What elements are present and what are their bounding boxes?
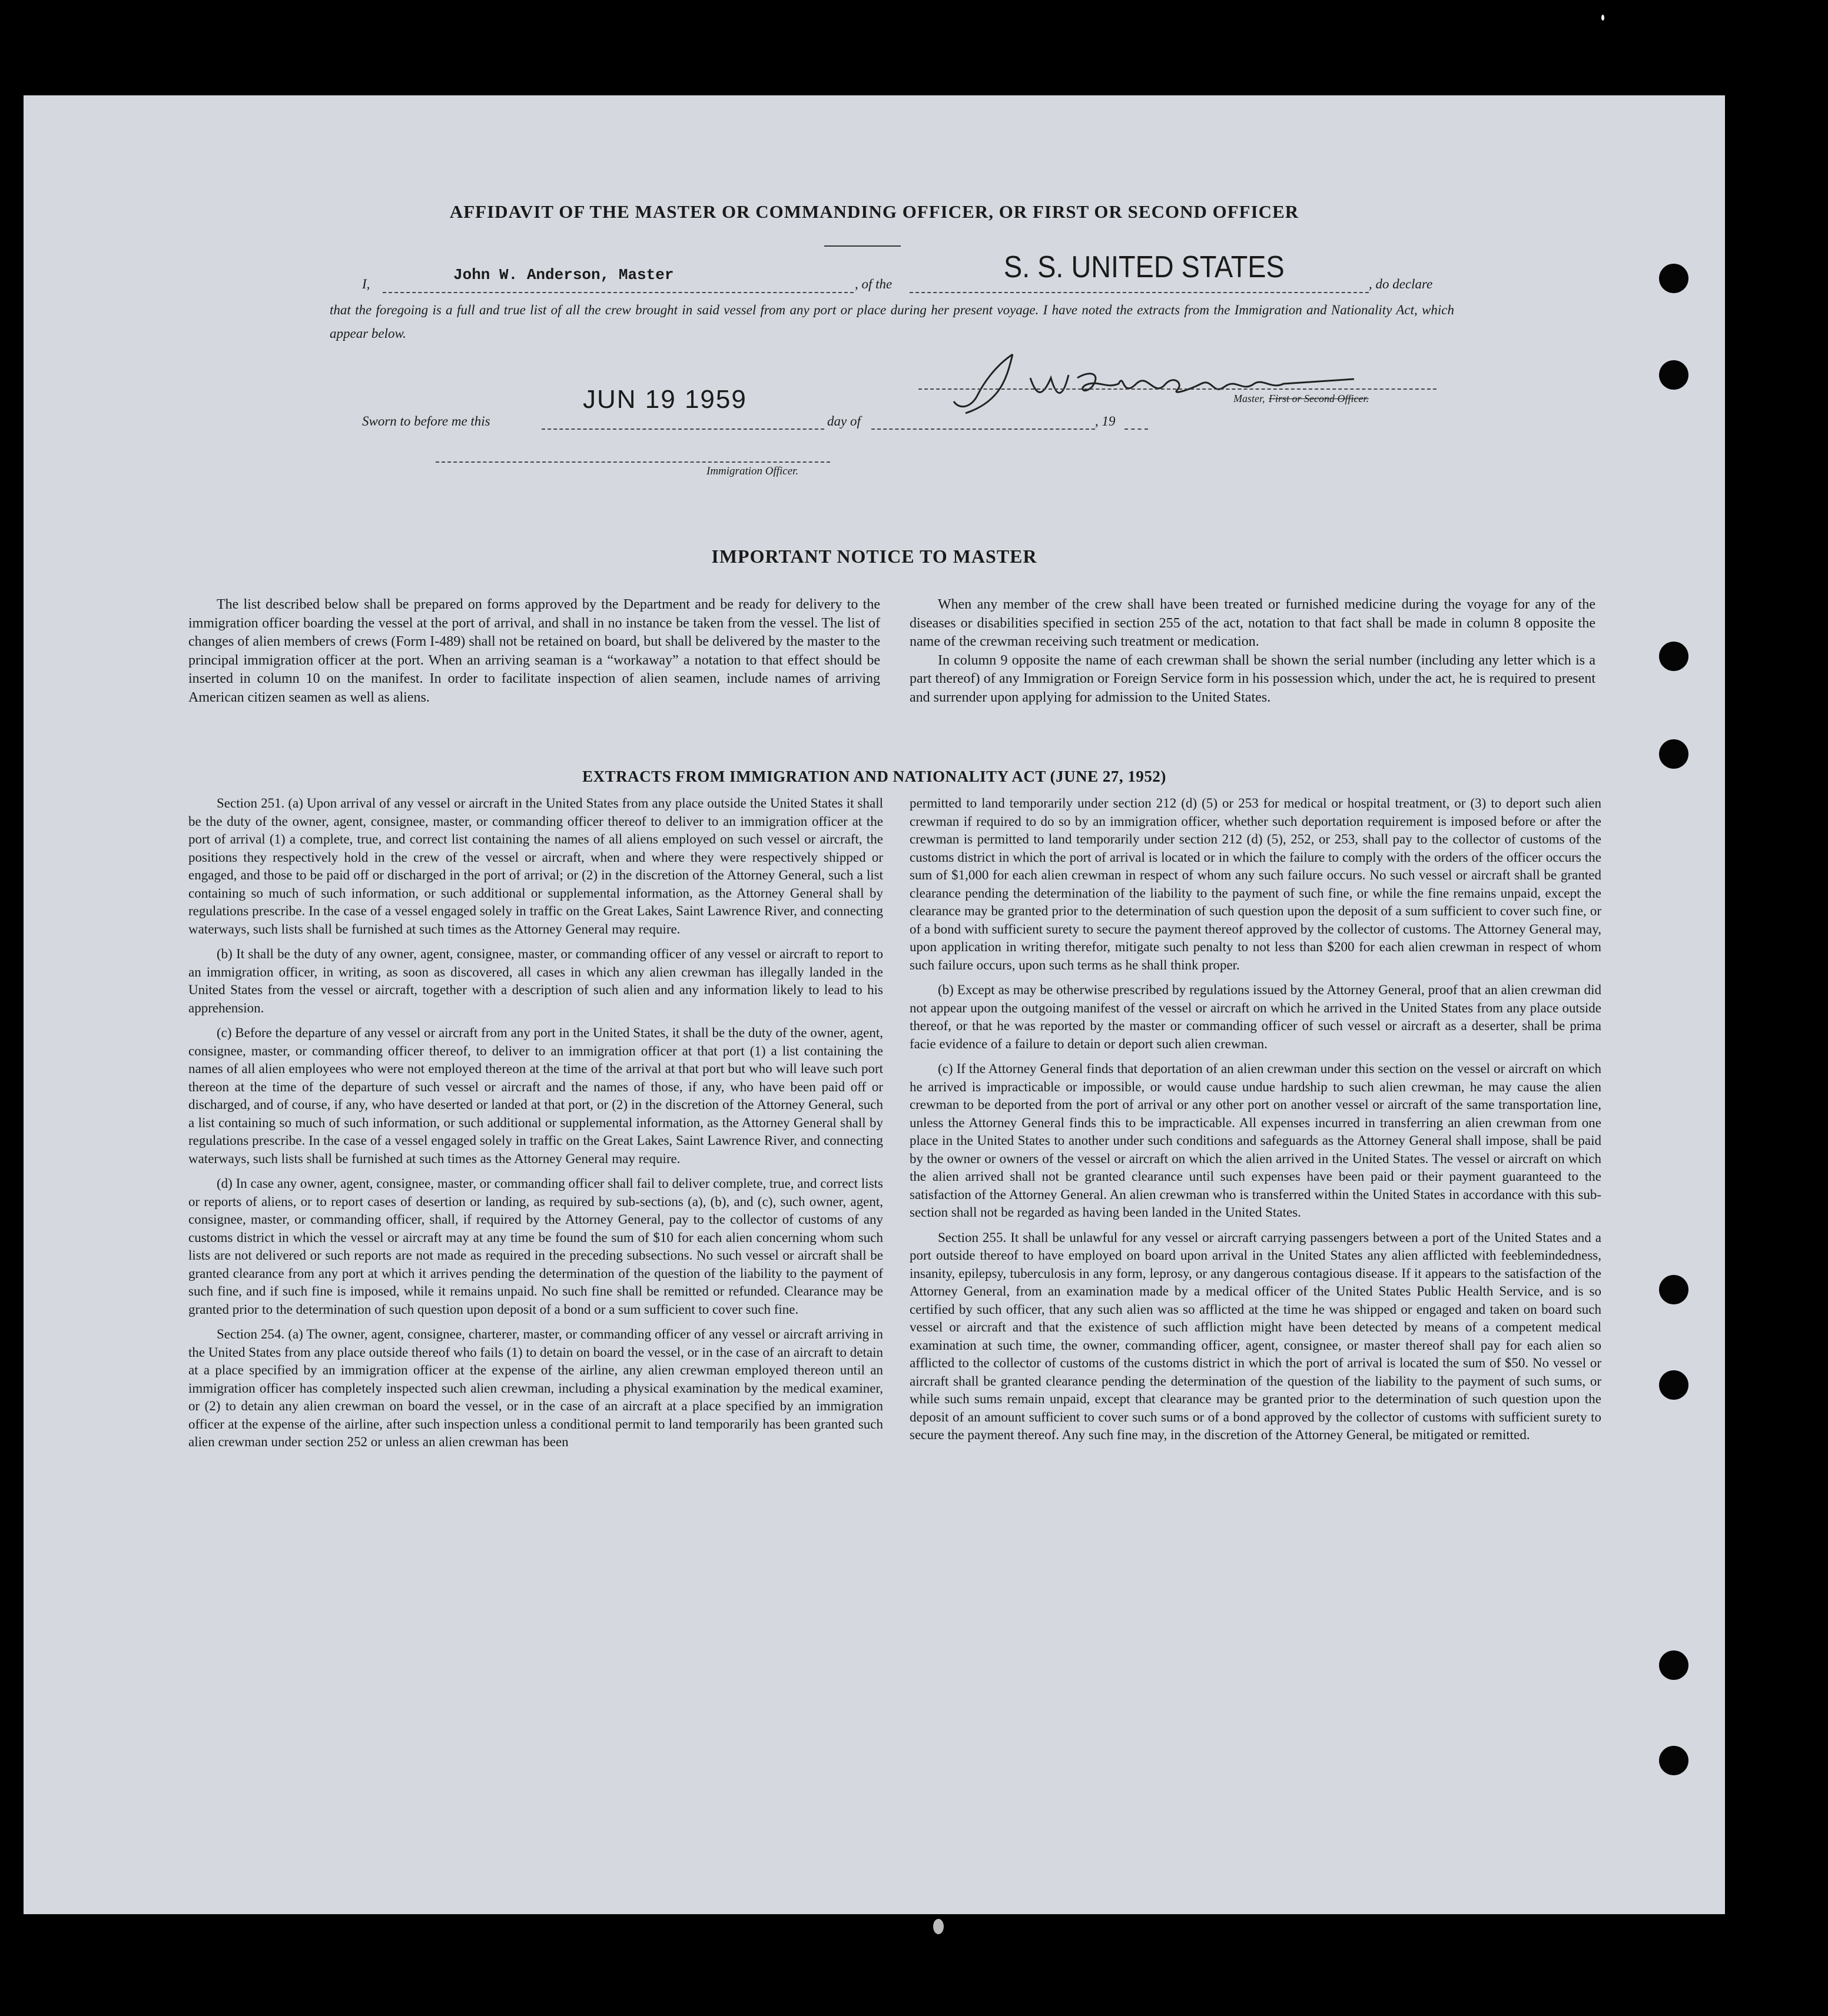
month-line [871,429,1095,430]
speck [1601,15,1604,21]
struck-officer-label: First or Second Officer. [1269,393,1369,404]
officer-line [436,461,830,463]
notice-paragraph: When any member of the crew shall have been treated or furnished medicine during the voyage for any of the diseases or disabilities specified in section 255 of the act, notation to that fact shall be made in column 8 opposite the name of the crewman receiving such treatment or medication. [910,597,1595,649]
title-rule [824,245,901,247]
date-stamp: JUN 19 1959 [583,385,747,414]
notice-title: IMPORTANT NOTICE TO MASTER [711,546,1037,567]
notice-left-column [188,596,880,714]
section-paragraph: (c) If the Attorney General finds that deportation of an alien crewman under this section on the vessel or aircraft on which he arrived is impracticable or impossible, or would cause undue hardship to such alien crewman, he may cause the alien crewman to be deported from the port of arrival or any other port on another vessel or aircraft of the same transportation line, unless the Attorney General finds this to be impracticable. All expenses incurred in transferring an alien crewman from one place in the United States to another under such conditions and safeguards as the Attorney General shall impose, shall be paid by the owner or owners of the vessel or aircraft on which the alien arrived in the United States. The vessel or aircraft on which the alien arrived shall not be granted clearance until such expenses have been paid or their payment guaranteed to the satisfaction of the Attorney General. An alien crewman who is transferred within the United States in accordance with this sub-section shall not be regarded as having been landed in the United States. [910,1061,1601,1220]
section-paragraph: (b) It shall be the duty of any owner, agent, consignee, master, or commanding officer of any vessel or aircraft to report to an immigration officer, in writing, as soon as discovered, all cases in which any alien crewman has illegally landed in the United States from the vessel or aircraft, together with a description of such alien and any information likely to lead to his apprehension. [188,946,883,1015]
officer-label: Immigration Officer. [706,465,799,477]
section-paragraph: Section 254. (a) The owner, agent, consignee, charterer, master, or commanding officer of any vessel or aircraft arriving in the United States from any place outside thereof who fails (1) to detain on board the vessel, or in the case of an aircraft to detain at a place specified by an immigration officer at the expense of the airline, any alien crewman employed thereon until an immigration officer has completely inspected such alien crewman, including a physical examination by the medical examiner, or (2) to detain any alien crewman on board the vessel, or in the case of an aircraft at a place specified by an immigration officer at the expense of the airline, after such inspection unless a conditional permit to land temporarily has been granted such alien crewman under section 252 or unless an alien crewman has been [188,1327,883,1449]
section-paragraph: permitted to land temporarily under section 212 (d) (5) or 253 for medical or hospital treatment, or (3) to deport such alien crewman if required to do so by an immigration officer, whether such deportation requirement is imposed before or after the crewman is permitted to land temporarily under section 212 (d) (5), 252, or 253, shall pay to the collector of customs of the customs district in which the port of arrival is located or in which the failure to comply with the orders of the officer occurs the sum of $1,000 for each alien crewman in respect of whom any such failure occurs. No such vessel or aircraft shall be granted clearance pending the determination of the liability to the payment of such fine, or while the fine remains unpaid, except the clearance may be granted prior to the determination of such question upon the deposit of a sum sufficient to cover such fine, or of a bond with sufficient surety to secure the payment thereof approved by the collector of customs. The Attorney General may, upon application in writing therefor, mitigate such penalty to not less than $200 for each alien crewman in respect of whom such failure occurs, upon such terms as he shall think proper. [910,796,1601,972]
declaration-text: that the foregoing is a full and true list of all the crew brought in said vessel from any port or place during her present voyage. I have noted the extracts from the Immigration and Nationality Act, which appear below. [330,303,1454,341]
day-of-label: day of [827,414,861,429]
binder-hole [1659,1275,1688,1304]
of-the-label: , of the [855,277,893,291]
vessel-name: S. S. UNITED STATES [1004,250,1285,284]
binder-hole [1659,264,1688,293]
section-paragraph: (c) Before the departure of any vessel or aircraft from any port in the United States, it shall be the duty of the owner, agent, consignee, master, or commanding officer thereof, to deliver to an immigration officer at that port (1) a list containing the names of all alien employees who were not employed thereon at the time of the arrival at that port but who will leave such port thereon at the time of the departure of such vessel or aircraft and the names of those, if any, who have been paid off or discharged, and of course, if any, who have deserted or landed at that port, or (2) in the discretion of the Attorney General, such a list containing so much of such information, or such additional or supplemental information, as the Attorney General shall by regulations prescribe. In the case of a vessel engaged solely in traffic on the Great Lakes, Saint Lawrence River, and connecting waterways, such lists shall be furnished at such times as the Attorney General may require. [188,1025,883,1166]
sworn-label: Sworn to before me this [362,414,490,429]
notice-paragraph: The list described below shall be prepared on forms approved by the Department and be ready for delivery to the immigration officer boarding the vessel at the port of arrival, and shall in no instance be taken from the vessel. The list of changes of alien members of crews (Form I-489) shall not be retained on board, but shall be delivered by the master to the principal immigration officer at the port. When an arriving seaman is a “workaway” a notation to that effect should be inserted in column 10 on the manifest. In order to facilitate inspection of alien seamen, include names of arriving American citizen seamen as well as aliens. [188,597,880,705]
i-label: I, [362,277,370,291]
speck [933,1919,944,1934]
master-name: John W. Anderson, Master [453,266,674,284]
binder-hole [1659,1370,1688,1400]
section-paragraph: Section 255. It shall be unlawful for any vessel or aircraft carrying passengers between a port of the United States and a port outside thereof to have employed on board upon arrival in the United States any alien afflicted with feeblemindedness, insanity, epilepsy, tuberculosis in any form, leprosy, or any dangerous contagious disease. If it appears to the satisfaction of the Attorney General, from an examination made by a medical officer of the United States Public Health Service, and is so certified by such officer, that any such alien was so afflicted at the time he was shipped or engaged and taken on board such vessel or aircraft and that the existence of such affliction might have been detected by means of a competent medical examination at such time, the owner, commanding officer, agent, consignee, or master thereof shall pay for each alien so afflicted to the collector of customs of the customs district in which the port of arrival is located the sum of $50. No vessel or aircraft shall be granted clearance pending the determination of the question of the liability to the payment of such sums, or while such sums remain unpaid, except that clearance may be granted prior to the determination of such question upon the deposit of an amount sufficient to cover such sums or of a bond approved by the collector of customs with sufficient surety to secure the payment thereof. Any such fine may, in the discretion of the Attorney General, be mitigated or remitted. [910,1230,1601,1442]
year-prefix: , 19 [1095,414,1116,429]
notice-paragraph: In column 9 opposite the name of each crewman shall be shown the serial number (including any letter which is a part thereof) of any Immigration or Foreign Service form in his possession which, under the act, he is required to present and surrender upon applying for admission to the United States. [910,652,1595,705]
binder-hole [1659,1746,1688,1775]
section-paragraph: Section 251. (a) Upon arrival of any vessel or aircraft in the United States from any place outside the United States it shall be the duty of the owner, agent, consignee, master, or commanding officer thereof to deliver to an immigration officer at the port of arrival (1) a complete, true, and correct list containing the names of all aliens employed on such vessel or aircraft, the positions they respectively hold in the crew of the vessel or aircraft, when and where they were respectively shipped or engaged, and those to be paid off or discharged in the port of arrival; or (2) in the discretion of the Attorney General, such a list containing so much of such information, or such additional or supplemental information, as the Attorney General shall by regulations prescribe. In the case of a vessel engaged solely in traffic on the Great Lakes, Saint Lawrence River, and connecting waterways, such lists shall be furnished at such times as the Attorney General may require. [188,796,883,936]
day-line [542,429,824,430]
year-line [1124,429,1148,430]
notice-right-column [910,596,1595,714]
section-paragraph: (d) In case any owner, agent, consignee, master, or commanding officer shall fail to deliver complete, true, and correct lists or reports of aliens, or to report cases of desertion or landing, as required by sub-sections (a), (b), and (c), such owner, agent, consignee, master, or commanding officer, shall, if required by the Attorney General, pay to the collector of customs of any customs district in which the vessel or aircraft may at any time be found the sum of $10 for each alien concerning whom such lists are not delivered or such reports are not made as required in the preceding subsections. No such vessel or aircraft shall be granted clearance from any port at which it arrives pending the determination of the question of the liability to the payment of such fine, and if such fine is imposed, while it remains unpaid. No such fine shall be remitted or refunded. Clearance may be granted prior to the determination of such question upon deposit of a bond or a sum sufficient to cover such fine. [188,1176,883,1317]
affidavit-title: AFFIDAVIT OF THE MASTER OR COMMANDING OFFICER, OR FIRST OR SECOND OFFICER [449,201,1299,222]
name-line [383,292,854,293]
extracts-title: EXTRACTS FROM IMMIGRATION AND NATIONALITY ACT (JUNE 27, 1952) [582,768,1166,785]
binder-hole [1659,642,1688,671]
binder-hole [1659,739,1688,769]
vessel-line [910,292,1369,293]
signature [942,343,1366,425]
binder-hole [1659,360,1688,390]
extracts-left-column [188,795,883,1459]
section-paragraph: (b) Except as may be otherwise prescribed by regulations issued by the Attorney General, proof that an alien crewman did not appear upon the outgoing manifest of the vessel or aircraft on which he arrived in the United States from any place outside thereof, or that he was reported by the master or commanding officer of such vessel or aircraft as a deserter, shall be prima facie evidence of a failure to detain or deport such alien crewman. [910,982,1601,1051]
extracts-right-column [910,795,1601,1452]
do-declare-label: , do declare [1369,277,1433,291]
document-page [24,95,1725,1914]
master-label: Master, [1233,393,1265,404]
binder-hole [1659,1650,1688,1680]
signature-line [918,388,1436,390]
